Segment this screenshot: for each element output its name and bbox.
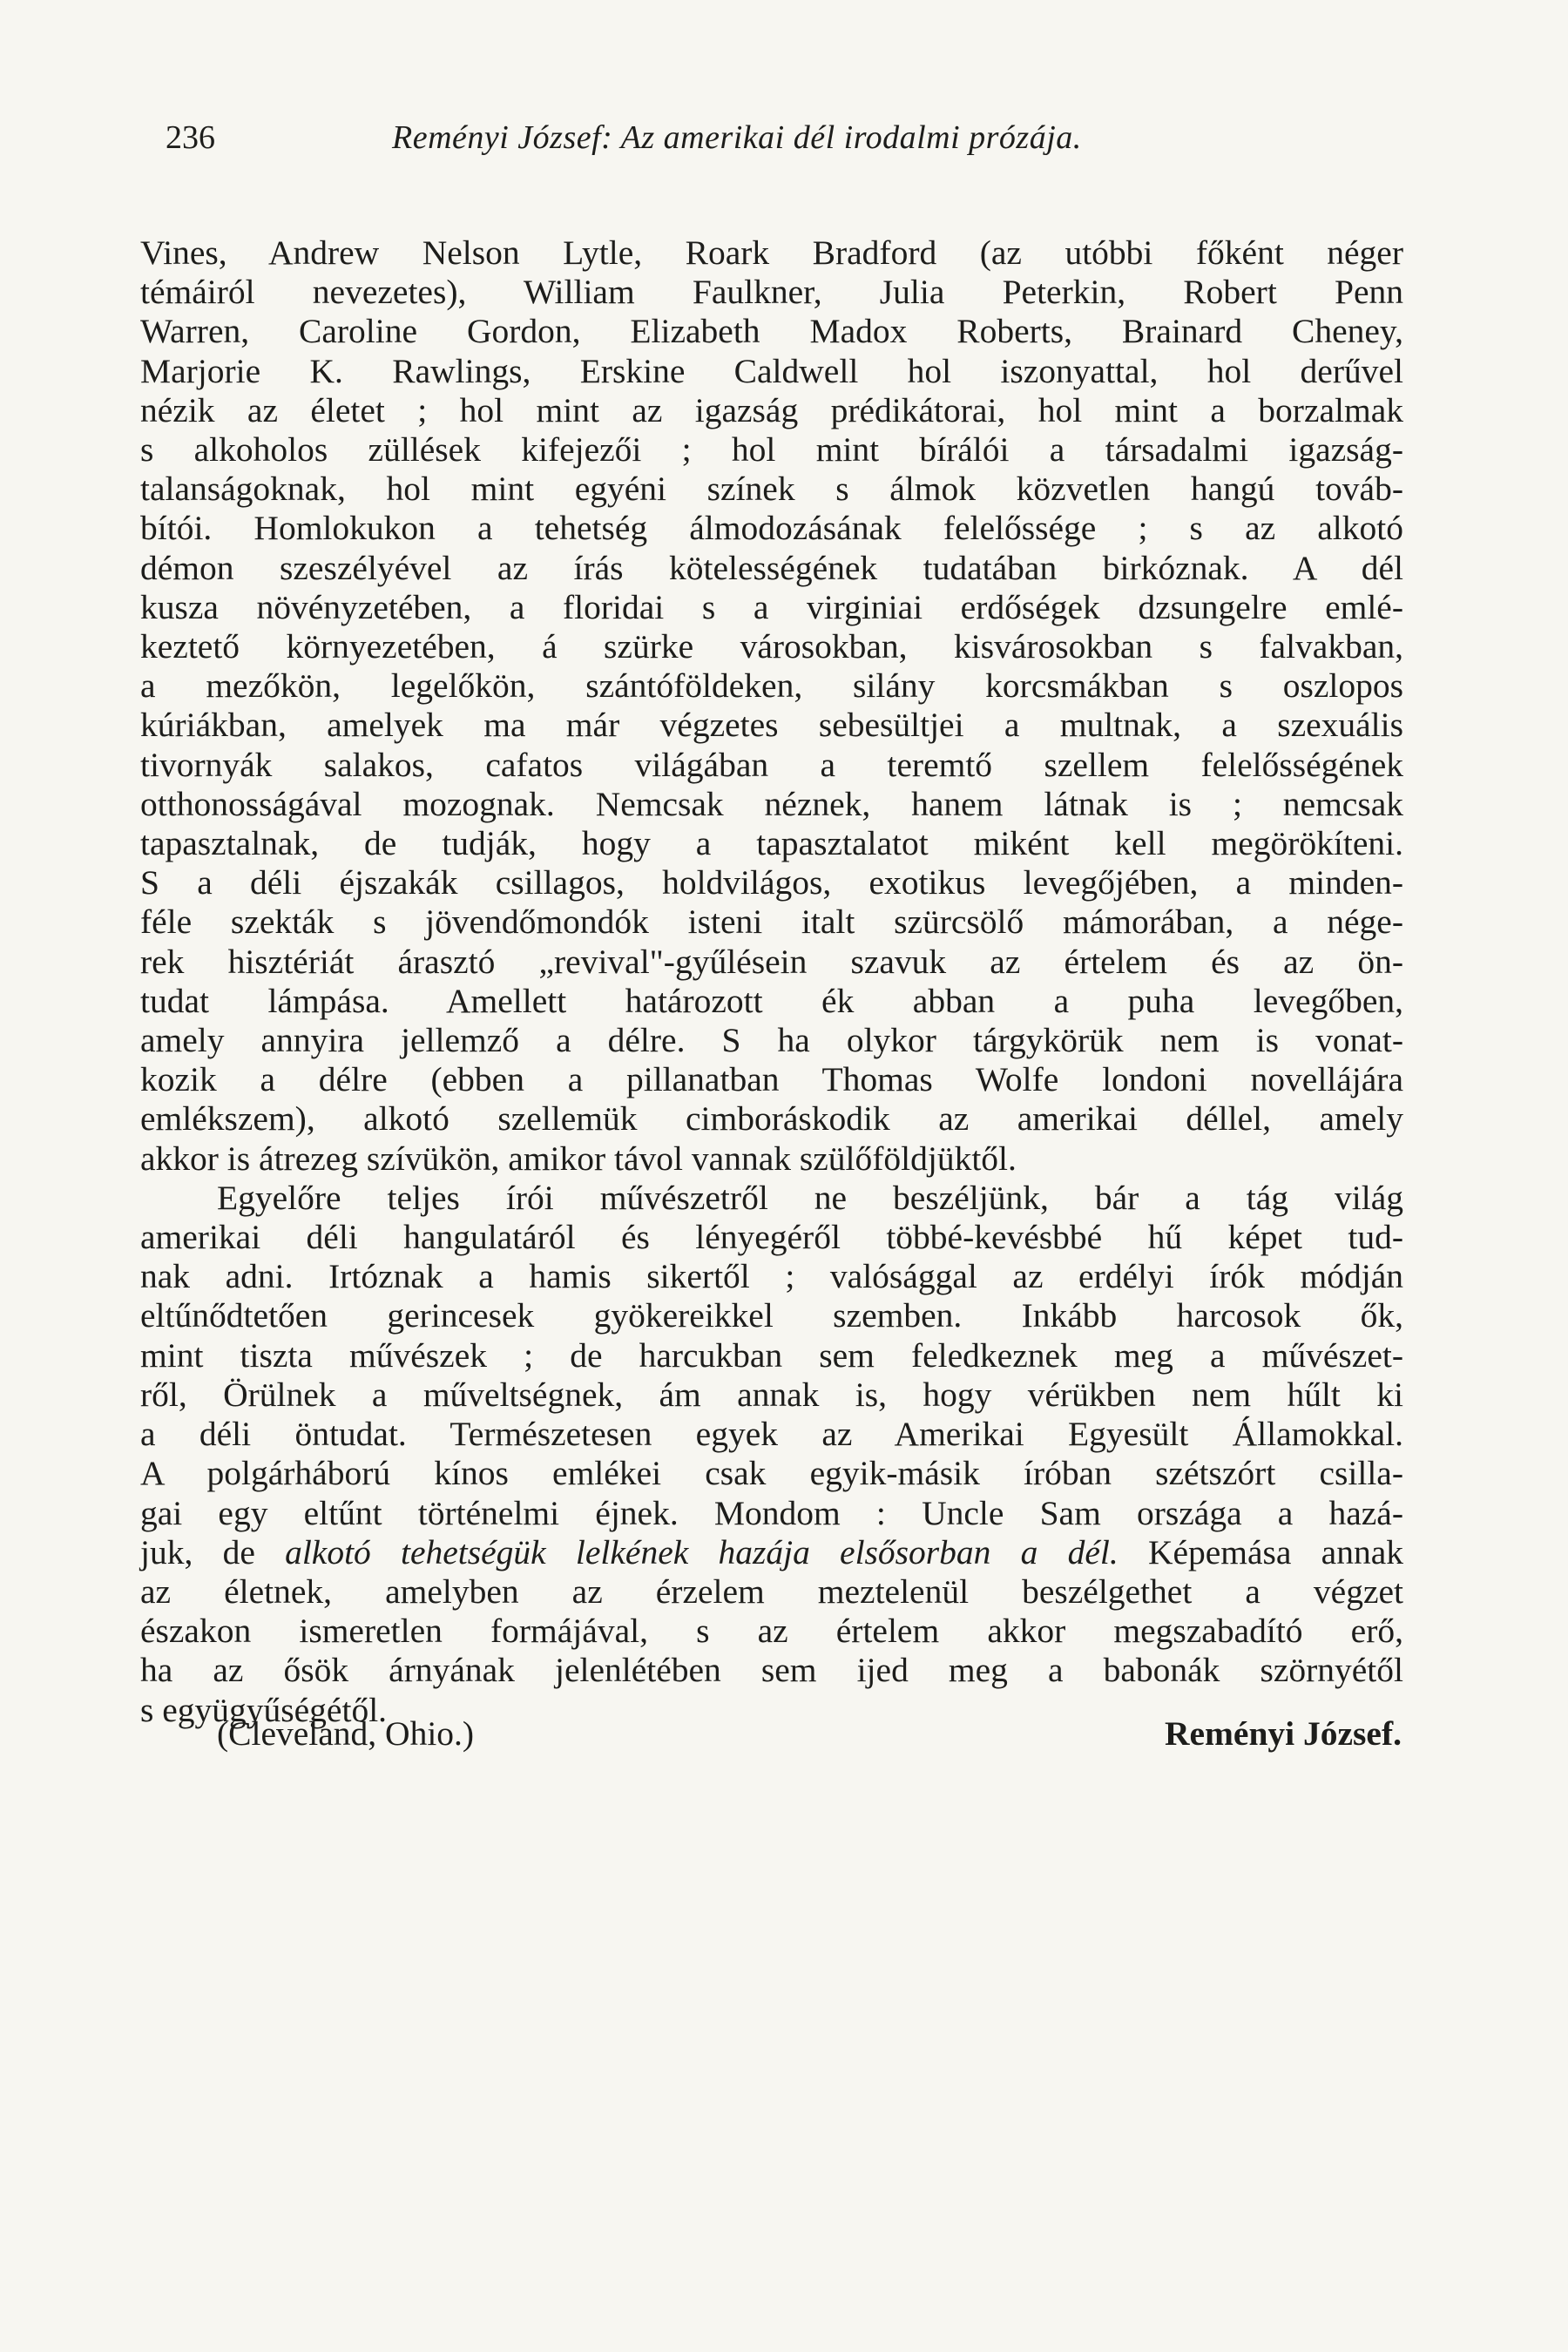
text-line: északon ismeretlen formájával, s az értelem akkor megszabadító erő, [140,1612,1403,1651]
text-line: mint tiszta művészek ; de harcukban sem feledkeznek meg a művészet- [140,1335,1403,1375]
text-line: bítói. Homlokukon a tehetség álmodozásának felelőssége ; s az alkotó [140,509,1403,548]
author-signature: Reményi József. [1164,1714,1402,1753]
text-line-with-emphasis [140,1533,1403,1572]
text-line: a déli öntudat. Természetesen egyek az Amerikai Egyesült Államokkal. [140,1415,1403,1454]
text-line: nak adni. Irtóznak a hamis sikertől ; valósággal az erdélyi írók módján [140,1257,1403,1296]
text-line: Vines, Andrew Nelson Lytle, Roark Bradford (az utóbbi főként néger [140,233,1403,272]
text-line: démon szeszélyével az írás kötelességének tudatában birkóznak. A dél [140,548,1403,587]
text-line: féle szekták s jövendőmondók isteni italt szürcsölő mámorában, a nége- [140,902,1403,942]
text-line: s alkoholos züllések kifejezői ; hol mint bírálói a társadalmi igazság- [140,430,1403,470]
text-line: ha az ősök árnyának jelenlétében sem ijed meg a babonák szörnyétől [140,1651,1403,1690]
text-line: ről, Örülnek a műveltségnek, ám annak is, hogy vérükben nem hűlt ki [140,1375,1403,1414]
emphasized-text: alkotó tehetségük lelkének hazája elsősorban a dél. [285,1532,1119,1571]
page-number: 236 [166,119,215,156]
text-line: talanságoknak, hol mint egyéni színek s álmok közvetlen hangú továb- [140,470,1403,509]
text-line: tapasztalnak, de tudják, hogy a tapasztalatot miként kell megörökíteni. [140,824,1403,863]
text-line: tudat lámpása. Amellett határozott ék abban a puha levegőben, [140,981,1403,1020]
body-text [140,233,1403,1730]
text-line: keztető környezetében, á szürke városokban, kisvárosokban s falvakban, [140,627,1403,666]
text-line: eltűnődtetően gerincesek gyökereikkel szemben. Inkább harcosok ők, [140,1296,1403,1335]
text-line: Warren, Caroline Gordon, Elizabeth Madox Roberts, Brainard Cheney, [140,312,1403,351]
text-line: emlékszem), alkotó szellemük cimboráskodik az amerikai déllel, amely [140,1099,1403,1139]
text-line: tivornyák salakos, cafatos világában a teremtő szellem felelősségének [140,745,1403,784]
text-line: rek hisztériát árasztó „revival"-gyűlésein szavuk az értelem és az ön- [140,942,1403,981]
text-line: a mezőkön, legelőkön, szántóföldeken, silány korcsmákban s oszlopos [140,666,1403,706]
text-line: amerikai déli hangulatáról és lényegéről többé-kevésbbé hű képet tud- [140,1218,1403,1257]
text-line: s együgyűségétől. [140,1690,388,1729]
text-segment: juk, de [140,1532,286,1571]
text-line: kusza növényzetében, a floridai s a virginiai erdőségek dzsungelre emlé- [140,587,1403,626]
text-line: az életnek, amelyben az érzelem meztelenül beszélgethet a végzet [140,1571,1403,1611]
text-line: Marjorie K. Rawlings, Erskine Caldwell hol iszonyattal, hol derűvel [140,351,1403,390]
place-of-writing: (Cleveland, Ohio.) [217,1714,475,1753]
text-line: témáiról nevezetes), William Faulkner, Julia Peterkin, Robert Penn [140,273,1403,312]
text-line: nézik az életet ; hol mint az igazság prédikátorai, hol mint a borzalmak [140,390,1403,429]
text-line: kozik a délre (ebben a pillanatban Thomas Wolfe londoni novellájára [140,1060,1403,1099]
signature-row [217,1712,1402,1755]
text-line: akkor is átrezeg szívükön, amikor távol vannak szülőföldjüktől. [140,1139,1017,1178]
page-header [166,112,1437,164]
text-line: A polgárháború kínos emlékei csak egyik-másik íróban szétszórt csilla- [140,1454,1403,1493]
running-title: Reményi József: Az amerikai dél irodalmi prózája. [392,119,1082,156]
text-line: amely annyira jellemző a délre. S ha olykor tárgykörük nem is vonat- [140,1021,1403,1060]
text-line: gai egy eltűnt történelmi éjnek. Mondom : Uncle Sam országa a hazá- [140,1493,1403,1532]
text-line: Egyelőre teljes írói művészetről ne beszéljünk, bár a tág világ [217,1178,1403,1217]
text-line: kúriákban, amelyek ma már végzetes sebesültjei a multnak, a szexuális [140,706,1403,745]
text-segment: Képemása annak [1118,1532,1403,1571]
text-line: otthonosságával mozognak. Nemcsak néznek, hanem látnak is ; nemcsak [140,784,1403,823]
text-line: S a déli éjszakák csillagos, holdvilágos, exotikus levegőjében, a minden- [140,863,1403,902]
